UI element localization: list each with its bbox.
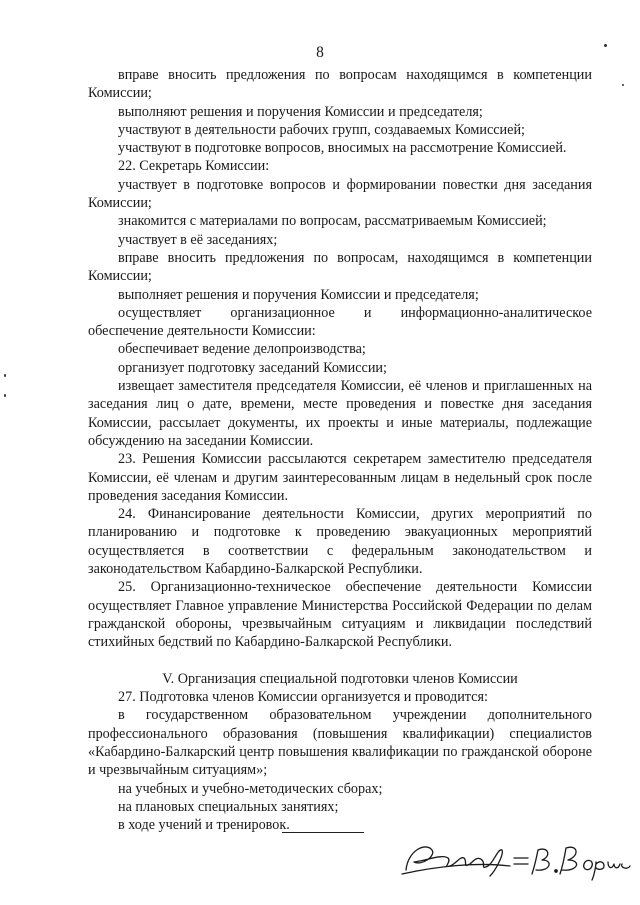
section-heading: V. Организация специальной подготовки членов Комиссии: [162, 670, 518, 687]
paragraph: в государственном образовательном учреждении дополнительного профессионального образования (повышения квалификации) специалистов «Кабардино-Балкарский центр повышения квалификации по гражданской обороне и чрезвычайным ситуациям»;: [88, 707, 592, 779]
paragraph: выполняют решения и поручения Комиссии и председателя;: [118, 103, 483, 120]
paragraph: организует подготовку заседаний Комиссии;: [118, 359, 387, 376]
paragraph: на плановых специальных занятиях;: [118, 798, 339, 815]
scan-speck: [4, 394, 6, 397]
paragraph: выполняет решения и поручения Комиссии и председателя;: [118, 286, 479, 303]
document-body: [88, 66, 592, 834]
scan-speck: [4, 374, 6, 377]
handwritten-signature: [398, 836, 638, 884]
page-number: 8: [316, 44, 324, 61]
paragraph: участвуют в деятельности рабочих групп, создаваемых Комиссией;: [118, 121, 525, 138]
paragraph: в ходе учений и тренировок.: [118, 817, 290, 834]
paragraph: вправе вносить предложения по вопросам находящимся в компетенции Комиссии;: [88, 67, 592, 102]
paragraph: осуществляет организационное и информационно-аналитическое обеспечение деятельности Комиссии:: [88, 304, 592, 340]
section-item-25: 25. Организационно-техническое обеспечение деятельности Комиссии осуществляет Главное управление Министерства Российской Федерации по делам гражданской обороны, чрезвычайным ситуациям и ликвидации последствий стихийных бедствий по Кабардино-Балкарской Республики.: [88, 579, 592, 651]
paragraph: участвует в её заседаниях;: [118, 231, 278, 248]
section-item-22: 22. Секретарь Комиссии:: [118, 158, 270, 175]
paragraph: на учебных и учебно-методических сборах;: [118, 780, 383, 797]
paragraph: участвует в подготовке вопросов и формировании повестки дня заседания Комиссии;: [88, 176, 592, 212]
scan-speck: [622, 84, 624, 86]
section-item-23: 23. Решения Комиссии рассылаются секретарем заместителю председателя Комиссии, её членам и другим заинтересованным лицам в недельный срок после проведения заседания Комиссии.: [88, 451, 592, 504]
section-item-24: 24. Финансирование деятельности Комиссии, других мероприятий по планированию и подготовке к проведению эвакуационных мероприятий осуществляется в соответствии с федеральным законодательством и законодательством Кабардино-Балкарской Республики.: [88, 506, 592, 578]
scan-speck: [604, 44, 607, 47]
paragraph: знакомится с материалами по вопросам, рассматриваемым Комиссией;: [118, 213, 547, 230]
paragraph: вправе вносить предложения по вопросам, находящимся в компетенции Комиссии;: [88, 249, 592, 285]
paragraph: извещает заместителя председателя Комиссии, её членов и приглашенных на заседания лиц о дате, времени, месте проведения и повестке дня заседания Комиссии, рассылает документы, их проекты и иные материалы, подлежащие обсуждению на заседании Комиссии.: [88, 378, 592, 449]
section-item-27: 27. Подготовка членов Комиссии организуется и проводится:: [118, 689, 488, 706]
paragraph: обеспечивает ведение делопроизводства;: [118, 341, 366, 358]
paragraph: участвуют в подготовке вопросов, вносимых на рассмотрение Комиссией.: [118, 140, 567, 157]
closing-rule: [282, 832, 364, 833]
